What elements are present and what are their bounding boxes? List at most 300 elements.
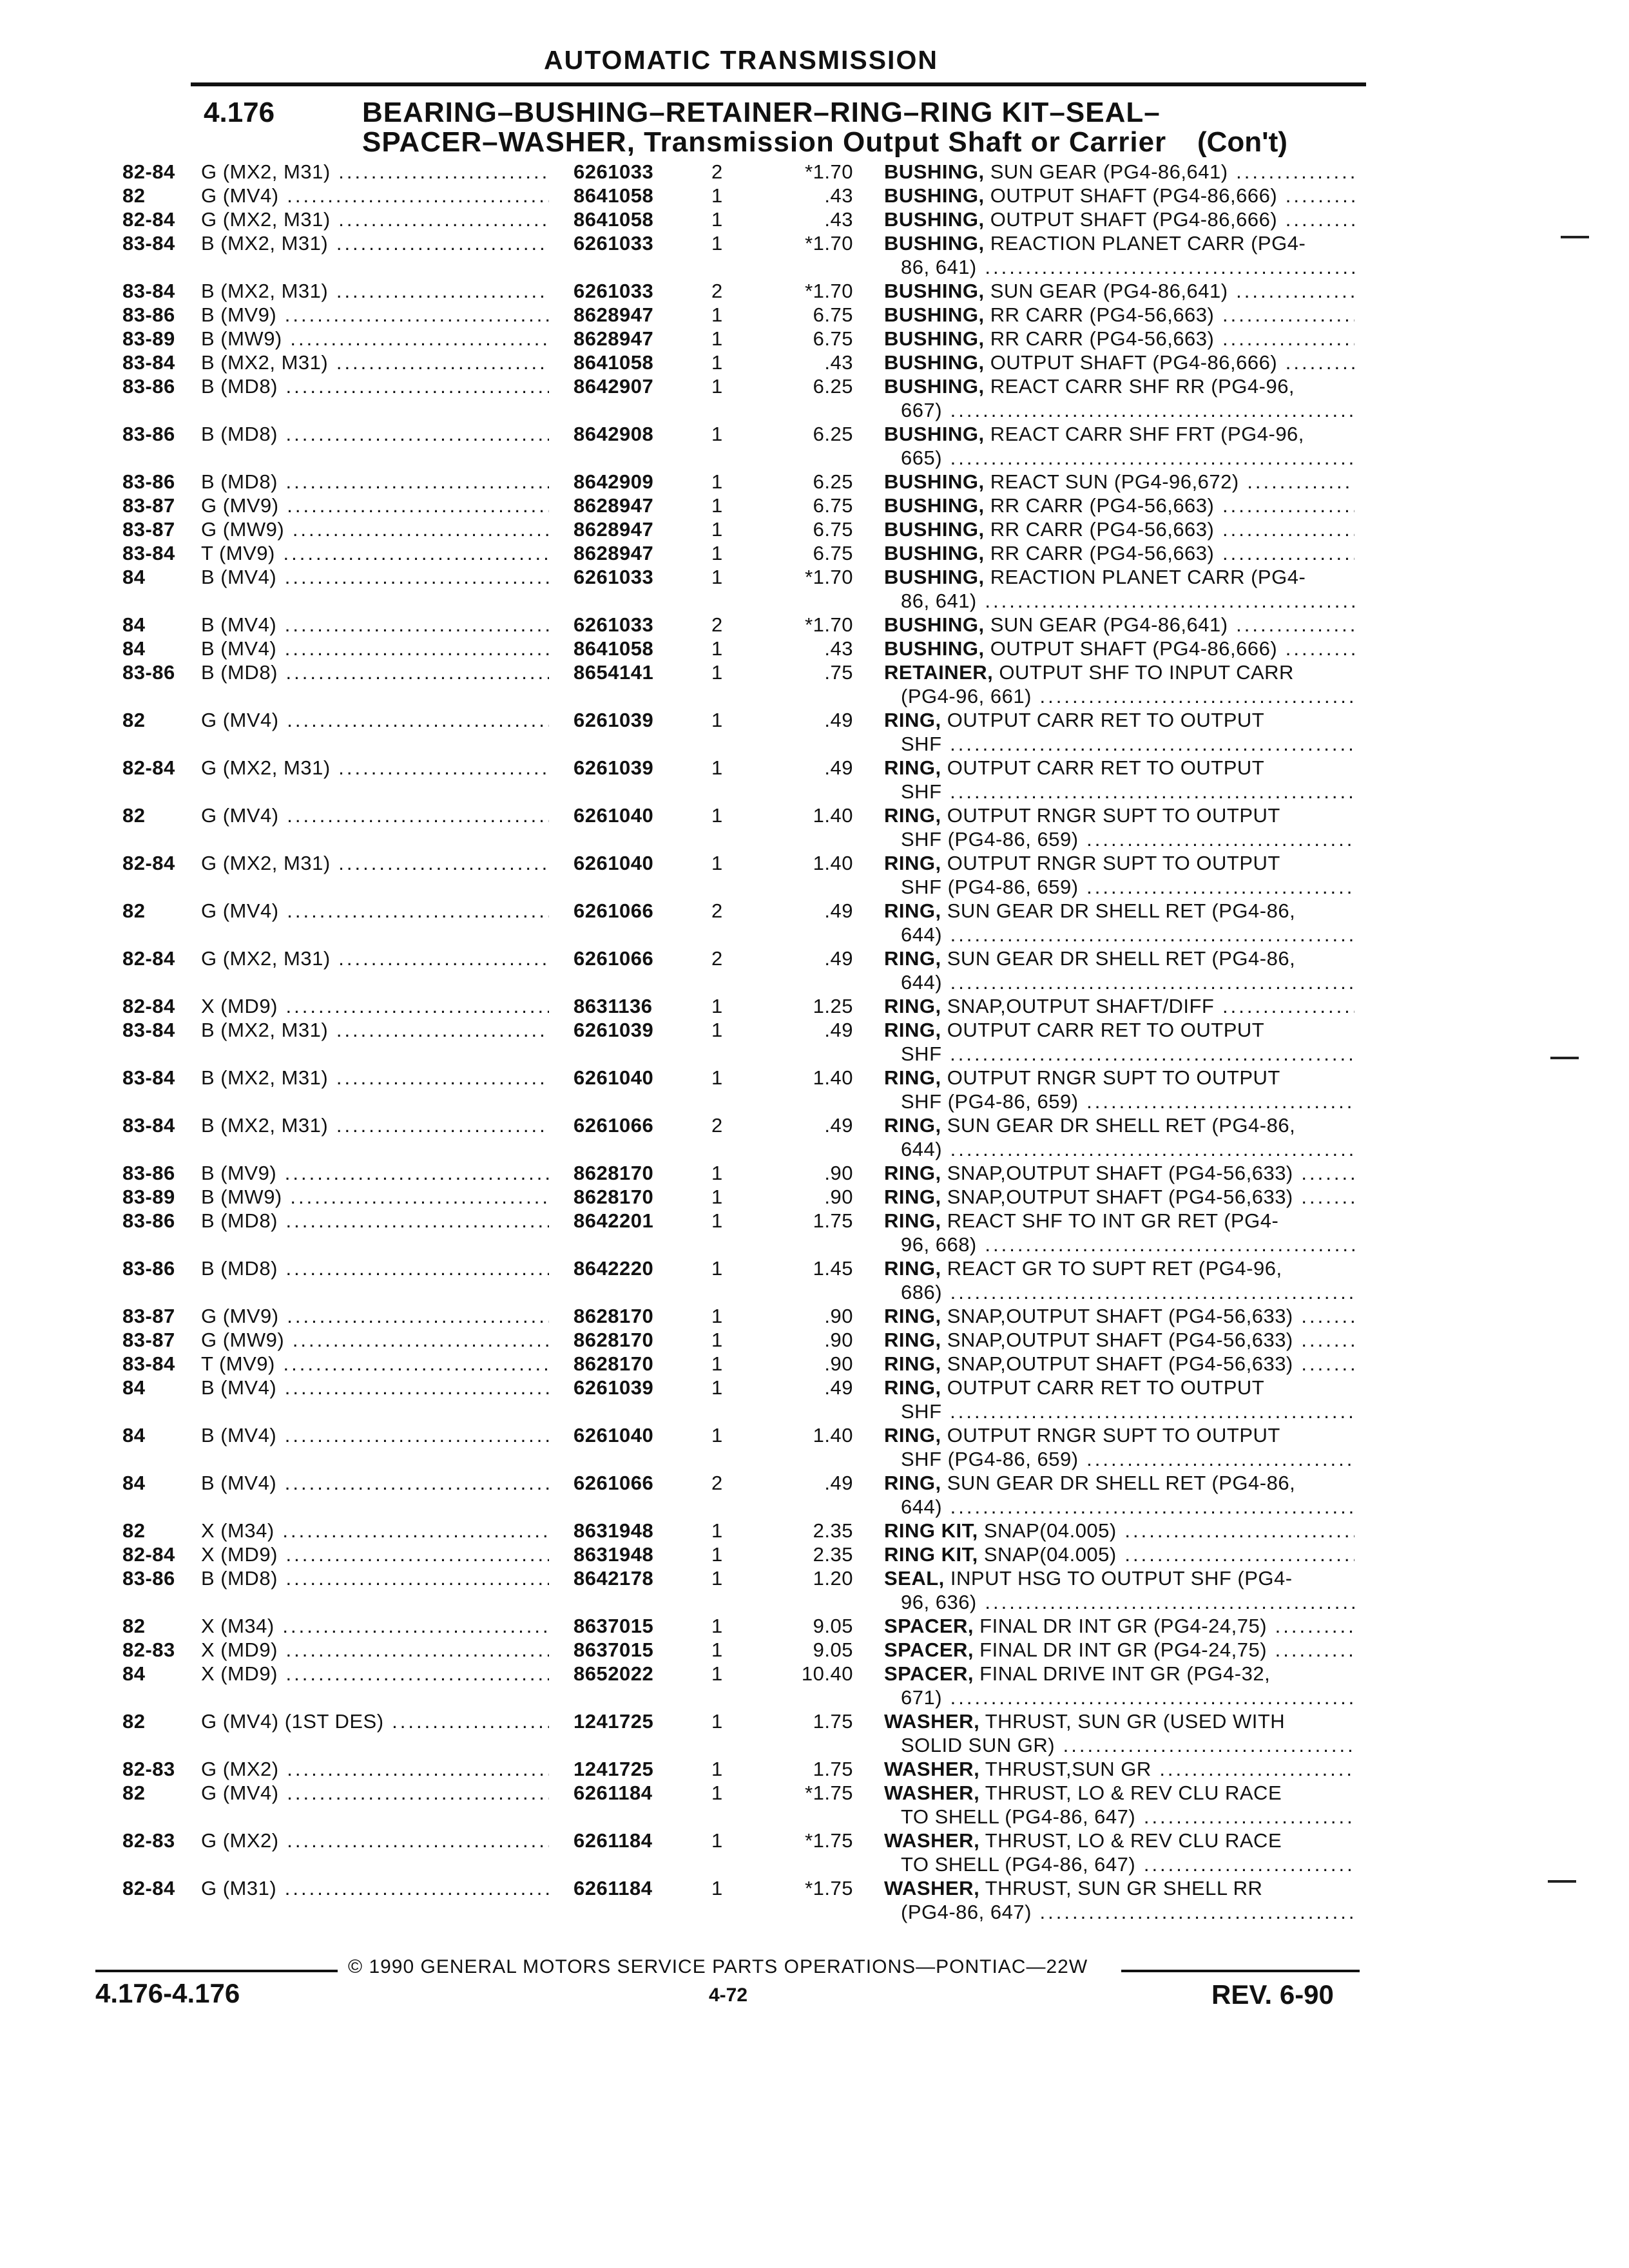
quantity: 1 [711, 351, 723, 374]
part-name: SPACER, [884, 1662, 974, 1685]
quantity: 1 [711, 1305, 723, 1327]
model-years: 82 [122, 1782, 146, 1804]
model-years: 83-86 [122, 1209, 175, 1232]
description [884, 1328, 1354, 1352]
description-line: SNAP(04.005) [983, 1519, 1117, 1542]
price: *1.75 [805, 1829, 853, 1852]
description-line: 667) [901, 399, 943, 421]
model-years: 84 [122, 1376, 146, 1399]
description-line: REACT CARR SHF RR (PG4-96, [990, 375, 1295, 398]
model-years: 83-84 [122, 1352, 175, 1375]
description [884, 899, 1354, 947]
description [884, 184, 1354, 207]
table-row [0, 1519, 1629, 1542]
part-name: SPACER, [884, 1639, 974, 1661]
quantity: 1 [711, 518, 723, 541]
application: B (MV4) ..... [201, 565, 549, 589]
quantity: 1 [711, 184, 723, 207]
description [884, 803, 1354, 851]
quantity: 1 [711, 303, 723, 326]
application: G (MV4) ..... [201, 1781, 549, 1805]
model-years: 82 [122, 804, 146, 827]
application: X (MD9) ..... [201, 994, 549, 1018]
price: 1.40 [813, 1424, 853, 1446]
description-line: REACT GR TO SUPT RET (PG4-96, [947, 1257, 1282, 1280]
table-row [0, 1662, 1629, 1709]
section-number: 4.176 [204, 97, 275, 128]
model-years: 83-86 [122, 423, 175, 445]
quantity: 1 [711, 1162, 723, 1184]
description-line: SUN GEAR (PG4-86,641) [990, 160, 1228, 183]
description [884, 1304, 1354, 1328]
model-years: 84 [122, 613, 146, 636]
price: .49 [824, 899, 853, 922]
table-row [0, 1113, 1629, 1161]
table-row [0, 1352, 1629, 1376]
quantity: 1 [711, 1615, 723, 1637]
description-line: 86, 641) [901, 590, 977, 612]
part-number: 6261040 [574, 1424, 654, 1446]
description-line: SUN GEAR DR SHELL RET (PG4-86, [947, 899, 1296, 922]
application: G (MX2) ..... [201, 1829, 549, 1852]
price: .90 [824, 1186, 853, 1208]
model-years: 83-84 [122, 280, 175, 302]
table-row [0, 303, 1629, 327]
description-line: THRUST, LO & REV CLU RACE [985, 1782, 1282, 1804]
part-name: RING, [884, 1186, 941, 1208]
table-row [0, 1781, 1629, 1829]
quantity: 2 [711, 899, 723, 922]
model-years: 82 [122, 709, 146, 731]
part-number: 6261184 [574, 1829, 653, 1852]
description-line: FINAL DR INT GR (PG4-24,75) [979, 1639, 1268, 1661]
part-name: RING, [884, 1329, 941, 1351]
part-number: 8628947 [574, 303, 654, 326]
quantity: 1 [711, 1209, 723, 1232]
price: .90 [824, 1162, 853, 1184]
table-row [0, 1638, 1629, 1662]
model-years: 82-84 [122, 1543, 175, 1566]
description [884, 1662, 1354, 1709]
description [884, 1614, 1354, 1638]
part-name: RING, [884, 1019, 941, 1041]
table-row [0, 470, 1629, 494]
part-number: 8631948 [574, 1543, 654, 1566]
description-line: RR CARR (PG4-56,663) [990, 303, 1215, 326]
description-line: SHF [901, 780, 942, 803]
quantity: 1 [711, 566, 723, 588]
application: G (MV9) ..... [201, 1304, 549, 1328]
quantity: 1 [711, 1758, 723, 1780]
part-number: 8631948 [574, 1519, 654, 1542]
price: 6.25 [813, 423, 853, 445]
model-years: 83-86 [122, 375, 175, 398]
table-row [0, 947, 1629, 994]
section-title-line1: BEARING–BUSHING–RETAINER–RING–RING KIT–SEAL– [362, 97, 1161, 128]
model-years: 82-84 [122, 160, 175, 183]
application: B (MV4) ..... [201, 1423, 549, 1447]
quantity: 1 [711, 1066, 723, 1089]
description [884, 1757, 1354, 1781]
description [884, 1542, 1354, 1566]
model-years: 83-84 [122, 232, 175, 255]
quantity: 1 [711, 852, 723, 874]
application: G (MV4) ..... [201, 803, 549, 827]
table-row [0, 374, 1629, 422]
description-line: OUTPUT CARR RET TO OUTPUT [947, 1019, 1265, 1041]
model-years: 82-84 [122, 208, 175, 231]
description-line: (PG4-96, 661) [901, 685, 1032, 707]
description [884, 1256, 1354, 1304]
part-name: WASHER, [884, 1710, 980, 1733]
part-name: RING, [884, 1066, 941, 1089]
application: G (MW9) ..... [201, 517, 549, 541]
table-row [0, 613, 1629, 637]
part-number: 1241725 [574, 1710, 654, 1733]
description [884, 470, 1354, 494]
part-number: 6261033 [574, 160, 654, 183]
application: B (MD8) ..... [201, 1566, 549, 1590]
part-name: BUSHING, [884, 613, 985, 636]
table-row [0, 899, 1629, 947]
quantity: 1 [711, 1257, 723, 1280]
description-line: 96, 668) [901, 1233, 977, 1256]
part-number: 8654141 [574, 661, 654, 684]
quantity: 2 [711, 613, 723, 636]
part-number: 6261040 [574, 852, 654, 874]
model-years: 82-84 [122, 1877, 175, 1899]
model-years: 83-86 [122, 1567, 175, 1590]
part-number: 6261184 [574, 1782, 653, 1804]
application: G (MW9) ..... [201, 1328, 549, 1352]
price: .75 [824, 661, 853, 684]
price: 6.75 [813, 327, 853, 350]
table-row [0, 1876, 1629, 1924]
application: G (MV4) ..... [201, 708, 549, 732]
description [884, 1185, 1354, 1209]
part-number: 8628170 [574, 1305, 654, 1327]
part-number: 8641058 [574, 351, 654, 374]
part-number: 8628947 [574, 518, 654, 541]
table-row [0, 1542, 1629, 1566]
table-row [0, 1304, 1629, 1328]
description [884, 1209, 1354, 1256]
part-number: 8628170 [574, 1329, 654, 1351]
quantity: 1 [711, 1186, 723, 1208]
model-years: 82-84 [122, 995, 175, 1017]
part-name: RING, [884, 709, 941, 731]
table-row [0, 1829, 1629, 1876]
table-row [0, 756, 1629, 803]
quantity: 1 [711, 542, 723, 564]
description [884, 851, 1354, 899]
table-row [0, 994, 1629, 1018]
application: G (MV9) ..... [201, 494, 549, 517]
model-years: 82 [122, 899, 146, 922]
part-number: 6261039 [574, 756, 654, 779]
part-name: BUSHING, [884, 208, 985, 231]
quantity: 1 [711, 470, 723, 493]
quantity: 1 [711, 494, 723, 517]
quantity: 1 [711, 637, 723, 660]
application: B (MW9) ..... [201, 1185, 549, 1209]
part-name: RING KIT, [884, 1543, 978, 1566]
part-name: RETAINER, [884, 661, 994, 684]
quantity: 1 [711, 1543, 723, 1566]
quantity: 1 [711, 1519, 723, 1542]
price: 1.75 [813, 1710, 853, 1733]
price: 10.40 [801, 1662, 853, 1685]
application: T (MV9) ..... [201, 541, 549, 565]
application: X (M34) ..... [201, 1519, 549, 1542]
description-line: THRUST, LO & REV CLU RACE [985, 1829, 1282, 1852]
table-row [0, 1256, 1629, 1304]
application: B (MX2, M31) ..... [201, 1066, 549, 1090]
application: G (MV4) ..... [201, 899, 549, 923]
part-name: BUSHING, [884, 494, 985, 517]
description-line: (PG4-86, 647) [901, 1901, 1032, 1923]
price: .43 [824, 208, 853, 231]
part-number: 8641058 [574, 208, 654, 231]
application: B (MV4) ..... [201, 1471, 549, 1495]
description [884, 1161, 1354, 1185]
price: .49 [824, 1472, 853, 1494]
part-name: BUSHING, [884, 637, 985, 660]
page-header-title: AUTOMATIC TRANSMISSION [544, 45, 938, 75]
description [884, 637, 1354, 660]
quantity: 1 [711, 1019, 723, 1041]
description-line: 671) [901, 1686, 943, 1709]
table-row [0, 279, 1629, 303]
description-line: INPUT HSG TO OUTPUT SHF (PG4- [950, 1567, 1293, 1590]
description [884, 303, 1354, 327]
margin-mark [1548, 1880, 1576, 1883]
description [884, 613, 1354, 637]
table-row [0, 851, 1629, 899]
part-name: RING KIT, [884, 1519, 978, 1542]
part-number: 6261066 [574, 1472, 654, 1494]
description-line: REACTION PLANET CARR (PG4- [990, 232, 1306, 255]
description-line: OUTPUT RNGR SUPT TO OUTPUT [947, 1066, 1280, 1089]
part-number: 8642220 [574, 1257, 654, 1280]
part-name: BUSHING, [884, 351, 985, 374]
application: G (MV4) ..... [201, 184, 549, 207]
part-number: 8628170 [574, 1186, 654, 1208]
description-line: OUTPUT SHAFT (PG4-86,666) [990, 208, 1278, 231]
section-title-line2: SPACER–WASHER, Transmission Output Shaft or Carrier [362, 126, 1167, 158]
part-name: RING, [884, 1305, 941, 1327]
model-years: 83-86 [122, 1257, 175, 1280]
part-number: 6261033 [574, 566, 654, 588]
price: 9.05 [813, 1639, 853, 1661]
model-years: 83-87 [122, 1305, 175, 1327]
price: .49 [824, 1019, 853, 1041]
application: B (MD8) ..... [201, 660, 549, 684]
description [884, 541, 1354, 565]
description-line: OUTPUT SHAFT (PG4-86,666) [990, 184, 1278, 207]
description-line: OUTPUT SHAFT (PG4-86,666) [990, 637, 1278, 660]
description-line: SUN GEAR DR SHELL RET (PG4-86, [947, 1472, 1296, 1494]
part-name: RING, [884, 804, 941, 827]
part-name: RING, [884, 1162, 941, 1184]
description-line: REACT SUN (PG4-96,672) [990, 470, 1239, 493]
application: G (MX2, M31) ..... [201, 947, 549, 970]
part-name: BUSHING, [884, 375, 985, 398]
part-number: 8637015 [574, 1639, 654, 1661]
description [884, 351, 1354, 374]
part-name: BUSHING, [884, 160, 985, 183]
description [884, 1352, 1354, 1376]
part-number: 8631136 [574, 995, 653, 1017]
part-number: 6261040 [574, 804, 654, 827]
quantity: 1 [711, 1782, 723, 1804]
table-row [0, 1471, 1629, 1519]
application: B (MV9) ..... [201, 303, 549, 327]
table-row [0, 422, 1629, 470]
description-line: TO SHELL (PG4-86, 647) [901, 1805, 1136, 1828]
application: B (MV9) ..... [201, 1161, 549, 1185]
quantity: 1 [711, 208, 723, 231]
description [884, 1876, 1354, 1924]
price: 6.75 [813, 303, 853, 326]
model-years: 83-87 [122, 1329, 175, 1351]
part-number: 6261033 [574, 232, 654, 255]
description-line: SHF (PG4-86, 659) [901, 828, 1079, 850]
quantity: 1 [711, 995, 723, 1017]
model-years: 84 [122, 566, 146, 588]
model-years: 82 [122, 184, 146, 207]
table-row [0, 565, 1629, 613]
price: .90 [824, 1329, 853, 1351]
part-number: 8628947 [574, 327, 654, 350]
quantity: 1 [711, 375, 723, 398]
part-name: RING, [884, 1376, 941, 1399]
table-row [0, 1566, 1629, 1614]
price: 2.35 [813, 1543, 853, 1566]
application: X (MD9) ..... [201, 1662, 549, 1686]
description-line: SNAP,OUTPUT SHAFT (PG4-56,633) [947, 1352, 1293, 1375]
table-row [0, 231, 1629, 279]
model-years: 82-83 [122, 1758, 175, 1780]
model-years: 84 [122, 1662, 146, 1685]
description [884, 565, 1354, 613]
parts-table [0, 160, 1629, 1924]
part-number: 6261039 [574, 709, 654, 731]
part-name: RING, [884, 1424, 941, 1446]
footer-rule-left [95, 1970, 338, 1972]
part-number: 8628947 [574, 542, 654, 564]
description [884, 327, 1354, 351]
price: .43 [824, 351, 853, 374]
part-number: 8637015 [574, 1615, 654, 1637]
application: G (MX2, M31) ..... [201, 160, 549, 184]
description [884, 517, 1354, 541]
header-rule [191, 82, 1366, 86]
model-years: 82-83 [122, 1829, 175, 1852]
model-years: 82-84 [122, 852, 175, 874]
price: 1.75 [813, 1209, 853, 1232]
footer-revision: REV. 6-90 [1211, 1979, 1334, 2010]
price: .49 [824, 947, 853, 970]
description-line: SHF [901, 1043, 942, 1065]
description [884, 947, 1354, 994]
table-row [0, 327, 1629, 351]
description-line: FINAL DR INT GR (PG4-24,75) [979, 1615, 1268, 1637]
application: G (MV4) (1ST DES) ..... [201, 1709, 549, 1733]
part-number: 8641058 [574, 184, 654, 207]
application: B (MD8) ..... [201, 470, 549, 494]
part-name: BUSHING, [884, 423, 985, 445]
description-line: OUTPUT CARR RET TO OUTPUT [947, 1376, 1265, 1399]
model-years: 83-84 [122, 1114, 175, 1137]
application: B (MX2, M31) ..... [201, 231, 549, 255]
table-row [0, 1018, 1629, 1066]
description-line: OUTPUT CARR RET TO OUTPUT [947, 709, 1265, 731]
part-name: RING, [884, 1209, 941, 1232]
application: B (MX2, M31) ..... [201, 279, 549, 303]
table-row [0, 160, 1629, 184]
application: X (MD9) ..... [201, 1638, 549, 1662]
part-name: RING, [884, 899, 941, 922]
part-number: 8628170 [574, 1162, 654, 1184]
description [884, 1566, 1354, 1614]
part-number: 6261066 [574, 1114, 654, 1137]
application: G (MX2, M31) ..... [201, 851, 549, 875]
part-name: RING, [884, 947, 941, 970]
part-name: SEAL, [884, 1567, 945, 1590]
part-name: BUSHING, [884, 518, 985, 541]
part-number: 8642201 [574, 1209, 654, 1232]
table-row [0, 803, 1629, 851]
price: 1.40 [813, 852, 853, 874]
quantity: 2 [711, 160, 723, 183]
description [884, 1423, 1354, 1471]
model-years: 84 [122, 1424, 146, 1446]
description [884, 231, 1354, 279]
table-row [0, 517, 1629, 541]
application: G (MX2) ..... [201, 1757, 549, 1781]
part-number: 6261066 [574, 899, 654, 922]
part-name: RING, [884, 995, 941, 1017]
description [884, 660, 1354, 708]
description [884, 207, 1354, 231]
application: G (M31) ..... [201, 1876, 549, 1900]
table-row [0, 494, 1629, 517]
footer-page-number: 4-72 [709, 1984, 748, 2006]
application: B (MD8) ..... [201, 1209, 549, 1233]
price: .43 [824, 637, 853, 660]
price: *1.70 [805, 613, 853, 636]
price: *1.75 [805, 1877, 853, 1899]
part-number: 6261033 [574, 280, 654, 302]
part-number: 8642908 [574, 423, 654, 445]
price: *1.70 [805, 160, 853, 183]
footer-rule-right [1121, 1970, 1360, 1972]
description-line: SUN GEAR (PG4-86,641) [990, 280, 1228, 302]
quantity: 1 [711, 1662, 723, 1685]
part-number: 6261066 [574, 947, 654, 970]
description-line: 644) [901, 1138, 943, 1160]
description [884, 279, 1354, 303]
description [884, 756, 1354, 803]
description-line: REACTION PLANET CARR (PG4- [990, 566, 1306, 588]
description-line: FINAL DRIVE INT GR (PG4-32, [979, 1662, 1271, 1685]
description [884, 374, 1354, 422]
model-years: 83-84 [122, 1066, 175, 1089]
margin-mark [1550, 1057, 1579, 1059]
description-line: OUTPUT SHF TO INPUT CARR [999, 661, 1294, 684]
description-line: OUTPUT SHAFT (PG4-86,666) [990, 351, 1278, 374]
